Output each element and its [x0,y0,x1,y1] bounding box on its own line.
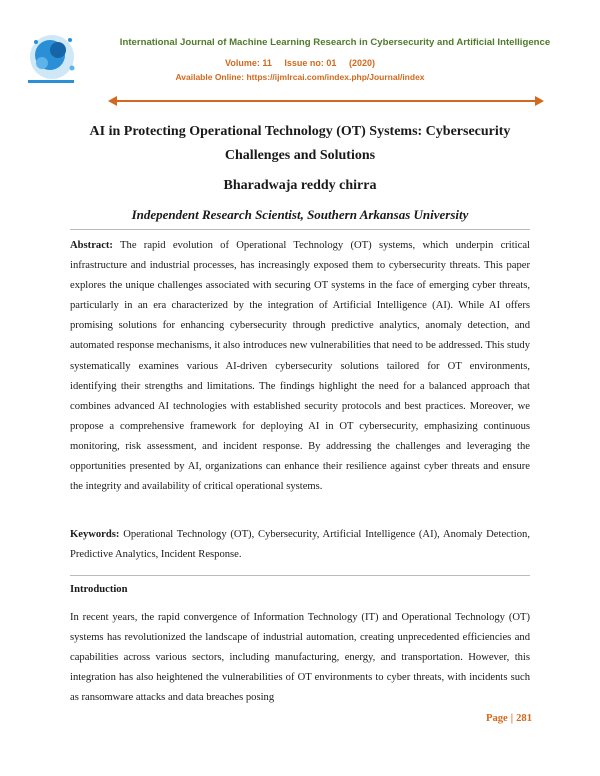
keywords-label: Keywords: [70,529,120,540]
page-number [486,713,532,724]
divider [70,229,530,230]
author-name: Bharadwaja reddy chirra [223,178,377,193]
available-online-link[interactable]: Available Online: https://ijmlrcai.com/index.php/Journal/index [175,72,425,82]
logo-dot [34,40,38,44]
page-number-value: 281 [516,713,532,724]
header-arrow-rule-icon [108,96,544,106]
issue: Issue no: 01 [284,58,337,68]
abstract [70,236,530,497]
page-label: Page [485,713,508,724]
logo-dot [68,38,72,42]
logo-dot [70,66,75,71]
logo-caption-bar [28,80,74,83]
paper-title: AI in Protecting Operational Technology (OT) Systems: Cybersecurity Challenges and Solutions [89,124,511,163]
page-separator: | [510,713,514,724]
logo-dot [36,57,48,69]
volume: Volume: 11 [225,58,272,68]
divider [70,575,530,576]
volume-line [150,58,450,68]
abstract-label: Abstract: [70,240,113,251]
introduction-text: In recent years, the rapid convergence of Information Technology (IT) and Operational Technology (OT) systems has revolutionized the landscape of industrial automation, creating unprecedented efficiencies and capabilities across various sectors, including manufacturing, energy, and transportation. However, this integration has also heightened the vulnerabilities of OT environments to cyber threats, with incidents such as ransomware attacks and data breaches posing [70,612,530,704]
abstract-text: The rapid evolution of Operational Technology (OT) systems, which underpin critical infrastructure and industrial processes, has increasingly exposed them to cybersecurity threats. This paper explores the unique challenges associated with securing OT systems in the face of emerging cyber threats, particularly in an era characterized by the integration of Artificial Intelligence (AI). While AI offers promising solutions for enhancing cybersecurity through predictive analytics, anomaly detection, and automated response mechanisms, it also introduces new vulnerabilities that need to be addressed. This study systematically examines various AI-driven cybersecurity solutions tailored for OT environments, identifying their strengths and limitations. The findings highlight the need for a balanced approach that combines advanced AI technologies with established security protocols and best practices. Moreover, we propose a comprehensive framework for deploying AI in OT cybersecurity, emphasizing continuous monitoring, risk assessment, and incident response. By addressing the challenges and leveraging the opportunities presented by AI, organizations can enhance their resilience against cyber threats and ensure the integrity and availability of critical operational systems. [70,240,530,493]
keywords-text: Operational Technology (OT), Cybersecurity, Artificial Intelligence (AI), Anomaly Detection, Predictive Analytics, Incident Response. [70,529,530,561]
journal-name: International Journal of Machine Learning Research in Cybersecurity and Artificial Intelligence [119,37,551,48]
journal-logo-icon [22,30,92,88]
logo-dot [50,42,66,58]
introduction-heading: Introduction [70,584,128,595]
keywords [70,525,530,565]
author-affiliation: Independent Research Scientist, Southern Arkansas University [131,207,469,222]
year: (2020) [348,58,375,68]
